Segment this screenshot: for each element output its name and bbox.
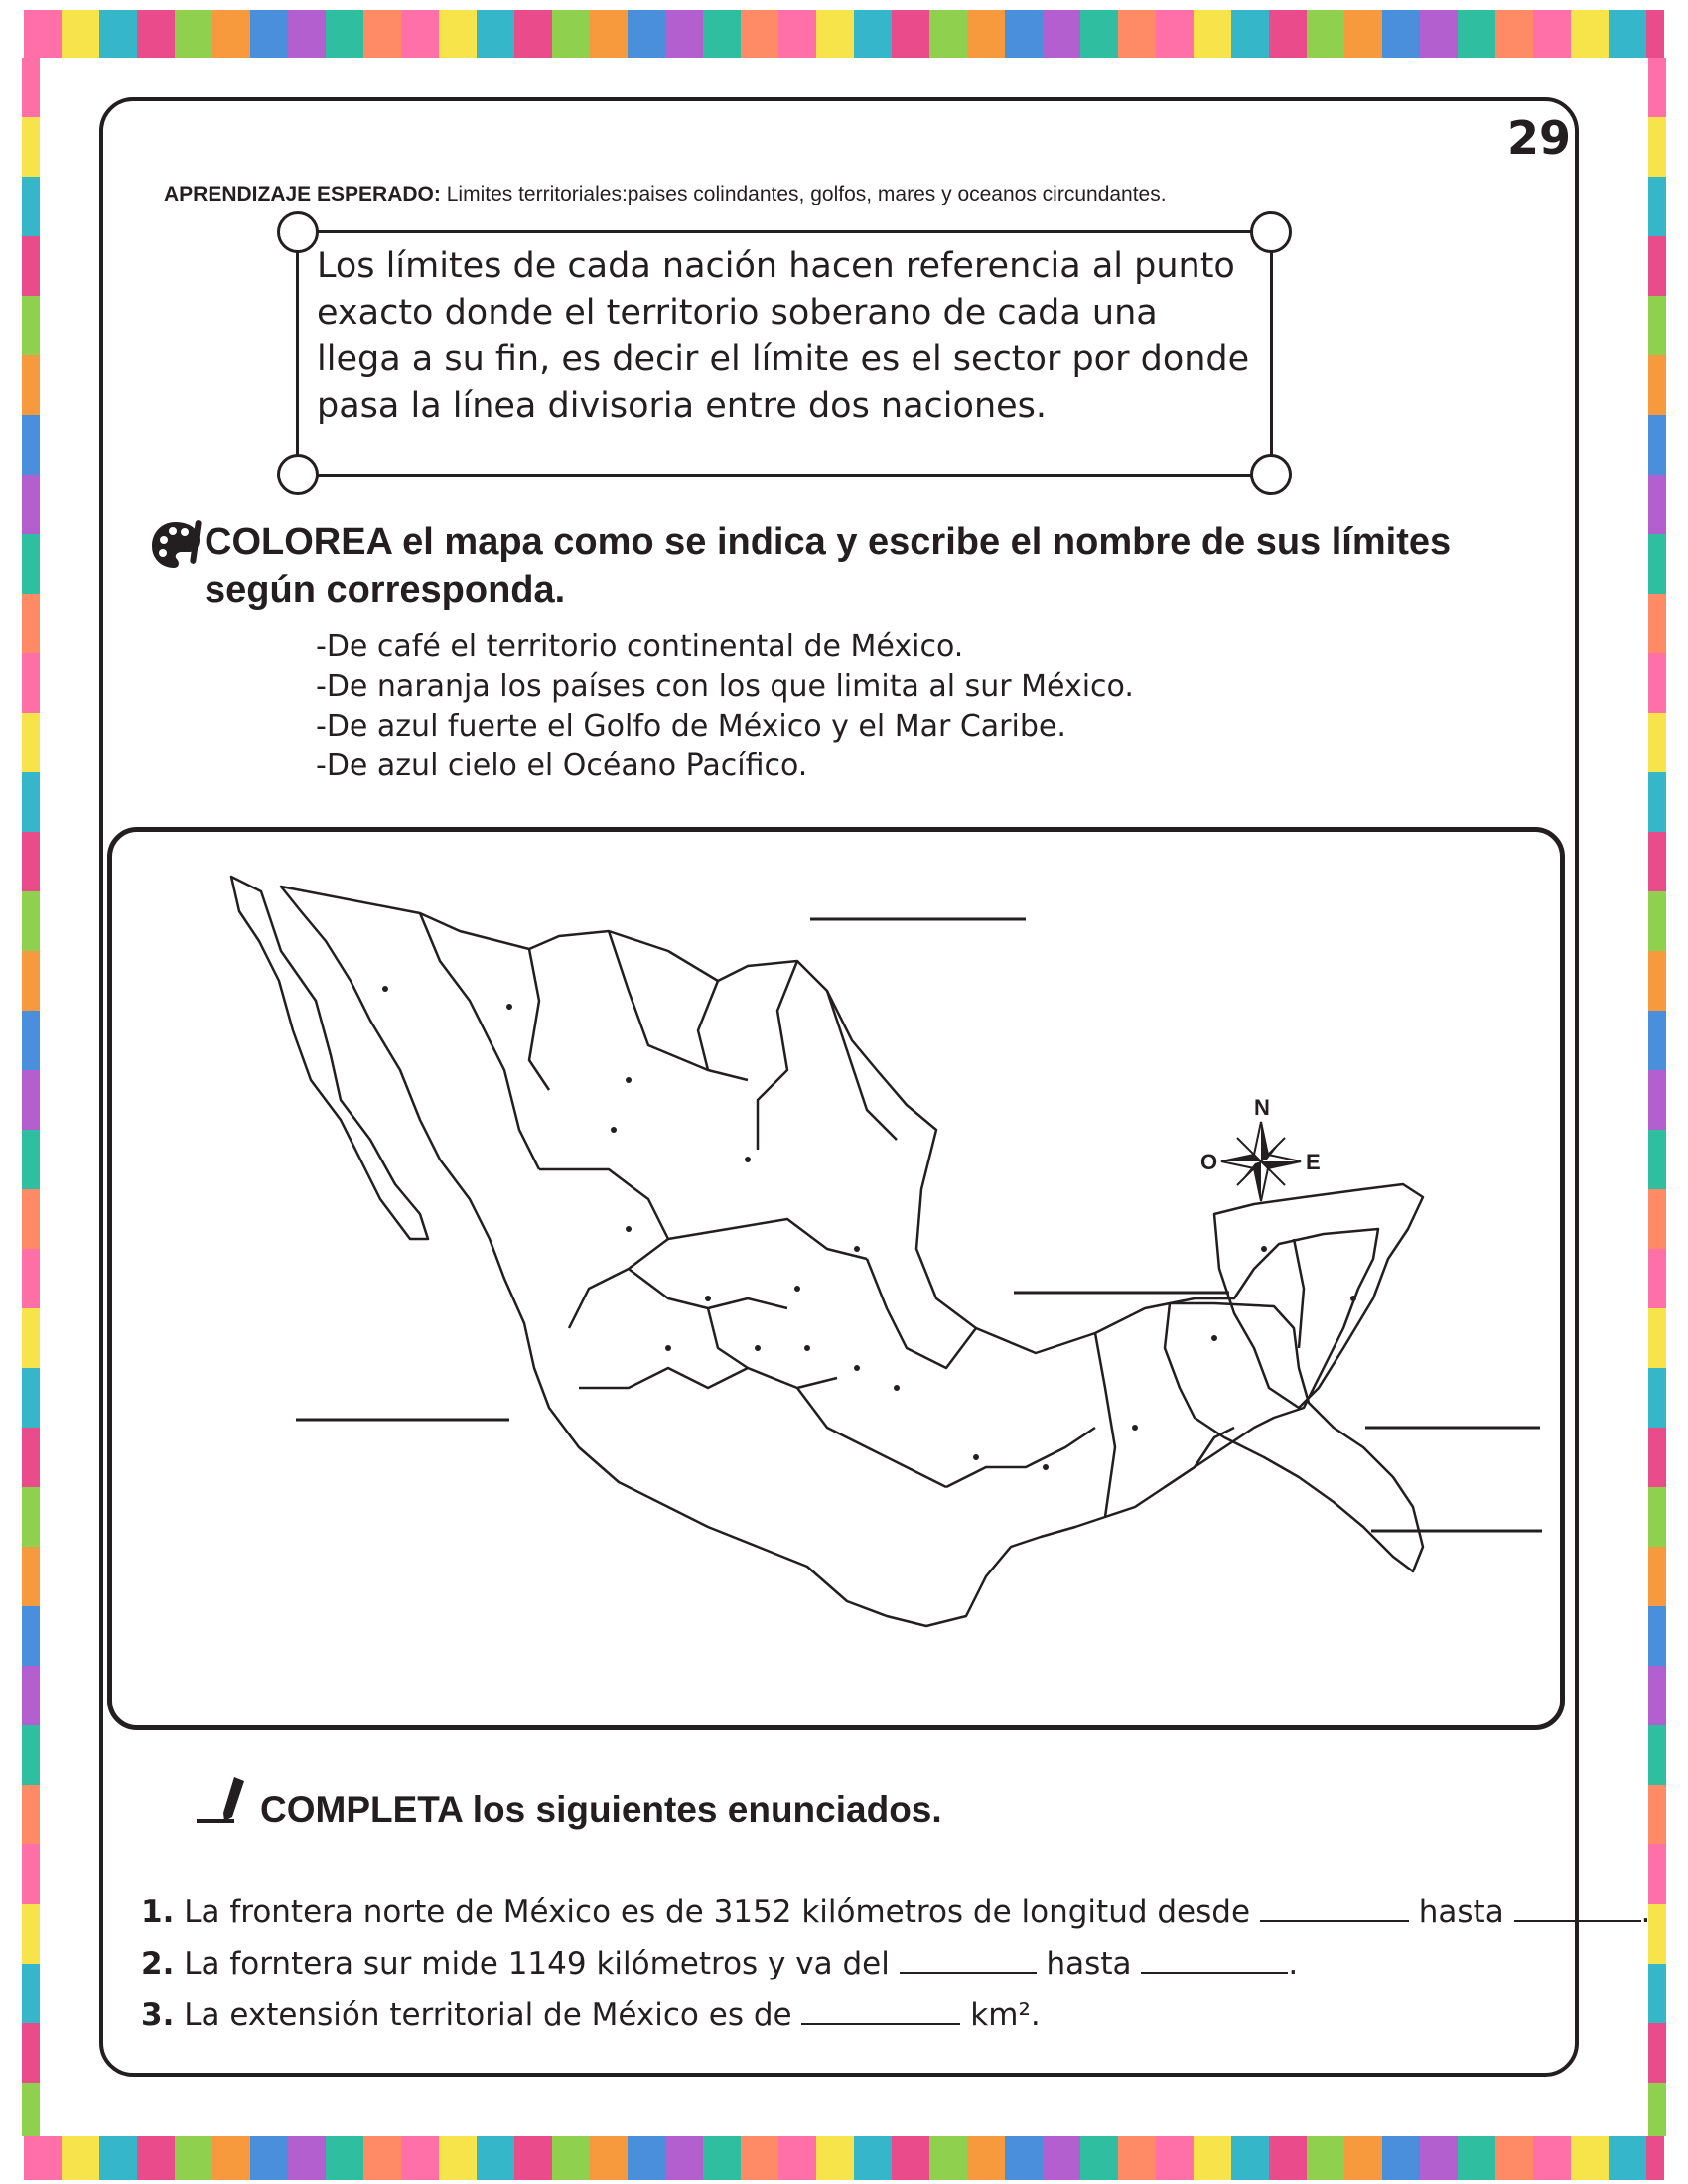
- objective-label: APRENDIZAJE ESPERADO:: [164, 183, 441, 205]
- map-box: [107, 827, 1565, 1730]
- question-3: 3. La extensión territorial de México es de km².: [141, 1997, 1041, 2033]
- compass-west: O: [1200, 1150, 1218, 1174]
- completa-verb: COMPLETA: [260, 1789, 463, 1830]
- compass-north: N: [1254, 1095, 1270, 1120]
- crayon-border-right: [1648, 58, 1666, 2136]
- colorea-verb: COLOREA: [205, 521, 392, 563]
- map-instruction: [149, 518, 1539, 614]
- crayon-border-left: [22, 58, 40, 2136]
- crayon-border-bottom: [24, 2136, 1664, 2180]
- question-2: 2. La forntera sur mide 1149 kilómetros y va del hasta .: [141, 1946, 1299, 1981]
- baja-california-outline: [231, 877, 428, 1239]
- compass-east: E: [1306, 1150, 1321, 1174]
- step-item: -De café el territorio continental de México.: [316, 629, 964, 664]
- mexico-map: [112, 832, 1565, 1730]
- complete-instruction-rest: los siguientes enunciados.: [462, 1789, 942, 1830]
- step-item: -De azul fuerte el Golfo de México y el Mar Caribe.: [316, 709, 1066, 744]
- step-item: -De naranja los países con los que limita al sur México.: [316, 669, 1134, 704]
- coloring-steps: [316, 627, 1134, 786]
- answer-blank[interactable]: [900, 1944, 1037, 1974]
- answer-blank[interactable]: [1514, 1892, 1641, 1922]
- answer-blank[interactable]: [1141, 1944, 1288, 1974]
- definition-text: Los límites de cada nación hacen referencia al punto exacto donde el territorio soberano de cada una llega a su fin, es decir el límite es el sector por donde pasa la línea divisoria entre dos naciones.: [317, 246, 1250, 426]
- compass-rose-icon: [1221, 1122, 1301, 1201]
- step-item: -De azul cielo el Océano Pacífico.: [316, 749, 808, 783]
- map-instruction-line1: el mapa como se indica y escribe el nombre de sus límites: [391, 521, 1452, 563]
- map-instruction-line2: según corresponda.: [205, 569, 566, 611]
- objective-text: Limites territoriales:paises colindantes, golfos, mares y oceanos circundantes.: [440, 183, 1167, 205]
- question-1: 1. La frontera norte de México es de 3152 kilómetros de longitud desde hasta .: [141, 1894, 1651, 1930]
- answer-blank[interactable]: [801, 1995, 960, 2025]
- crayon-border-top: [24, 10, 1664, 58]
- pencil-icon: [195, 1773, 252, 1825]
- complete-instruction: [260, 1789, 942, 1831]
- page-number: 29: [1506, 111, 1571, 165]
- answer-blank[interactable]: [1260, 1892, 1409, 1922]
- learning-objective: [164, 183, 1167, 206]
- yucatan-outline: [1214, 1184, 1423, 1408]
- definition-box: [296, 230, 1273, 477]
- questions-list: [141, 1886, 1650, 2041]
